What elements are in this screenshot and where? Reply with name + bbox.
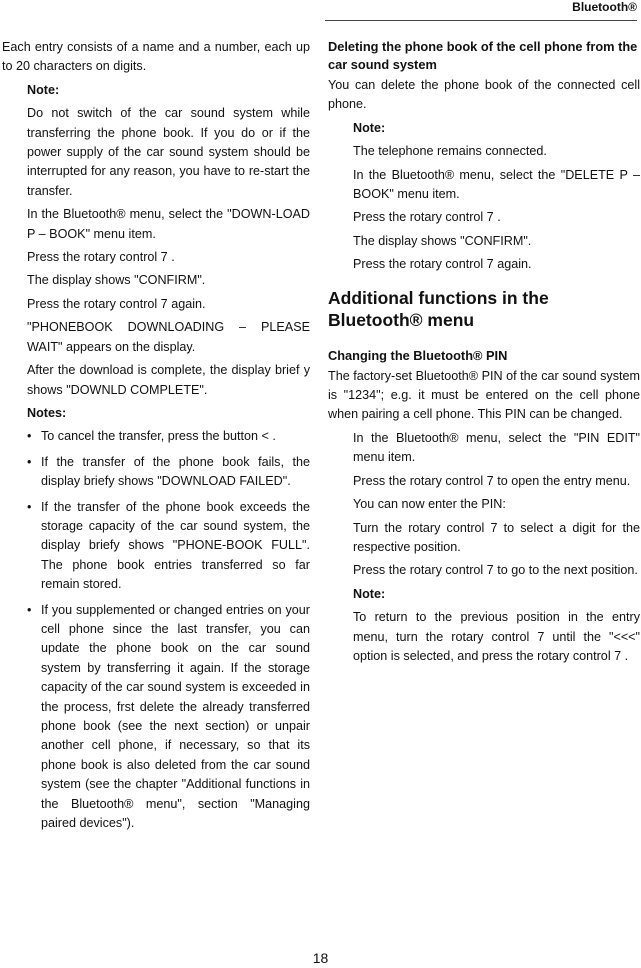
delete-step-press-again: Press the rotary control 7 again. <box>353 257 532 272</box>
step-select-download: In the Bluetooth® menu, select the "DOWN-LOAD P – BOOK" menu item. <box>27 207 310 241</box>
pin-step-select: In the Bluetooth® menu, select the "PIN EDIT" menu item. <box>353 430 640 465</box>
pin-note-text: To return to the previous position in the entry menu, turn the rotary control 7 until the "<<<" option is selected, and press the rotary control 7 . <box>353 610 640 663</box>
pin-step-turn: Turn the rotary control 7 to select a digit for the respective position. <box>353 520 640 554</box>
note-text: Do not switch of the car sound system while transferring the phone book. If you do or if the power supply of the car sound system should be interrupted for any reason, you have to re-start the transfer. <box>27 106 310 198</box>
additional-functions-heading: Additional functions in the Bluetooth® menu <box>328 287 549 330</box>
notes-list <box>27 427 310 833</box>
section-header: Bluetooth® <box>572 0 637 14</box>
note-cancel-transfer: To cancel the transfer, press the button < . <box>41 429 276 444</box>
notes-label: Notes: <box>27 405 67 420</box>
bullet-icon: • <box>27 454 32 469</box>
page-number: 18 <box>312 950 329 966</box>
header-rule <box>325 20 637 21</box>
right-column <box>328 38 640 670</box>
delete-step-select: In the Bluetooth® menu, select the "DELETE P – BOOK" menu item. <box>353 167 640 202</box>
bullet-icon: • <box>27 429 32 444</box>
step-download-complete: After the download is complete, the display brief y shows "DOWNLD COMPLETE". <box>27 363 310 397</box>
delete-step-confirm: The display shows "CONFIRM". <box>353 233 532 248</box>
list-item <box>27 453 310 492</box>
pin-step-enter: You can now enter the PIN: <box>353 497 506 512</box>
delete-note-label: Note: <box>353 120 386 135</box>
note-phonebook-full: If the transfer of the phone book exceeds the storage capacity of the car sound system, the display briefy shows "PHONE-BOOK FULL". The phone book entries transferred so far remain stored. <box>41 499 310 592</box>
note-transfer-failed: If the transfer of the phone book fails, the display briefy shows "DOWNLOAD FAILED". <box>41 454 310 489</box>
delete-intro: You can delete the phone book of the connected cell phone. <box>328 78 640 112</box>
step-press-rotary-again: Press the rotary control 7 again. <box>27 296 206 311</box>
pin-intro: The factory-set Bluetooth® PIN of the car sound system is "1234"; e.g. it must be entered on the cell phone when pairing a cell phone. This PIN can be changed. <box>328 368 640 422</box>
list-item <box>27 427 310 446</box>
delete-step-press: Press the rotary control 7 . <box>353 210 501 225</box>
step-press-rotary: Press the rotary control 7 . <box>27 250 175 265</box>
note-label: Note: <box>27 82 60 97</box>
pin-step-open-entry: Press the rotary control 7 to open the entry menu. <box>353 473 631 488</box>
step-display-confirm: The display shows "CONFIRM". <box>27 273 206 288</box>
intro-paragraph: Each entry consists of a name and a number, each up to 20 characters on digits. <box>2 40 310 74</box>
bullet-icon: • <box>27 499 32 514</box>
delete-phonebook-title: Deleting the phone book of the cell phone from the car sound system <box>328 39 638 72</box>
left-column <box>2 38 310 839</box>
step-downloading-message: "PHONEBOOK DOWNLOADING – PLEASE WAIT" appears on the display. <box>27 320 310 354</box>
change-pin-title: Changing the Bluetooth® PIN <box>328 347 508 363</box>
pin-step-next-position: Press the rotary control 7 to go to the next position. <box>353 563 638 578</box>
delete-note-text: The telephone remains connected. <box>353 144 547 159</box>
list-item <box>27 601 310 834</box>
bullet-icon: • <box>27 602 32 617</box>
list-item <box>27 498 310 595</box>
pin-note-label: Note: <box>353 586 386 601</box>
note-update-phonebook: If you supplemented or changed entries on your cell phone since the last transfer, you can update the phone book on the car sound system by transferring it again. If the storage capacity of the car sound system is exceeded in the process, frst delete the already transferred phone book (see the next section) or unpair another cell phone, if necessary, so that its phone book is also deleted from the car sound system (see the chapter "Additional functions in the Bluetooth® menu", section "Managing paired devices"). <box>41 602 310 831</box>
